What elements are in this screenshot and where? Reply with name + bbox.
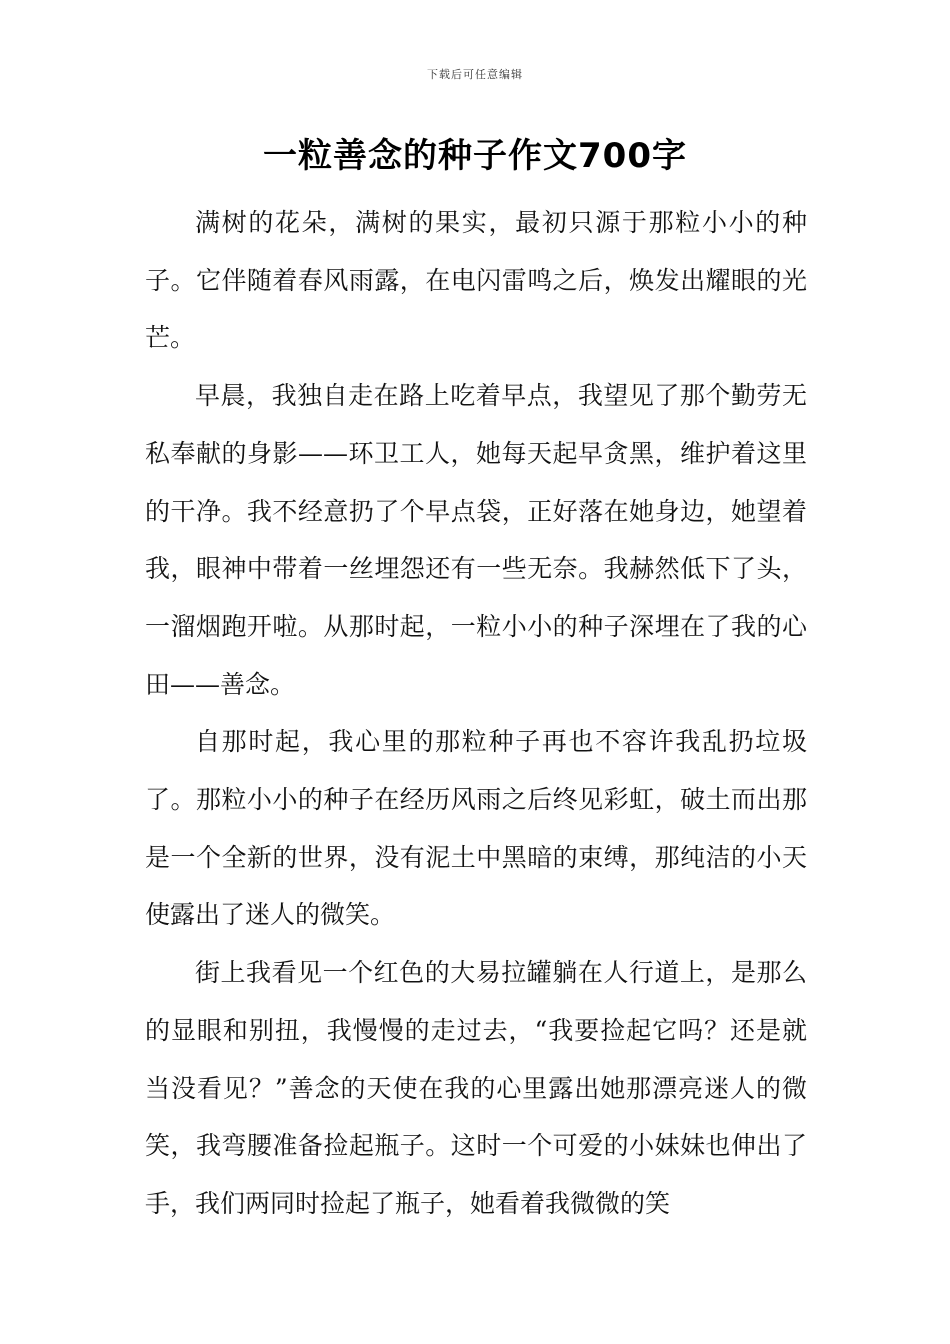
page-title: 一粒善念的种子作文700字 xyxy=(263,136,687,176)
header-note: 下载后可任意编辑 xyxy=(427,68,523,81)
paragraph-1: 满树的花朵，满树的果实，最初只源于那粒小小的种子。它伴随着春风雨露，在电闪雷鸣之后，焕发出耀眼的光芒。 xyxy=(145,208,807,353)
article-body xyxy=(145,194,807,1233)
paragraph-4: 街上我看见一个红色的大易拉罐躺在人行道上，是那么的显眼和别扭，我慢慢的走过去，“我要捡起它吗？还是就当没看见？”善念的天使在我的心里露出她那漂亮迷人的微笑，我弯腰准备捡起瓶子。这时一个可爱的小妹妹也伸出了手，我们两同时捡起了瓶子，她看着我微微的笑 xyxy=(145,958,807,1218)
paragraph-2: 早晨，我独自走在路上吃着早点，我望见了那个勤劳无私奉献的身影——环卫工人，她每天起早贪黑，维护着这里的干净。我不经意扔了个早点袋，正好落在她身边，她望着我，眼神中带着一丝埋怨还有一些无奈。我赫然低下了头，一溜烟跑开啦。从那时起，一粒小小的种子深埋在了我的心田——善念。 xyxy=(145,381,807,699)
paragraph-3: 自那时起，我心里的那粒种子再也不容许我乱扔垃圾了。那粒小小的种子在经历风雨之后终见彩虹，破土而出那是一个全新的世界，没有泥土中黑暗的束缚，那纯洁的小天使露出了迷人的微笑。 xyxy=(145,727,807,930)
